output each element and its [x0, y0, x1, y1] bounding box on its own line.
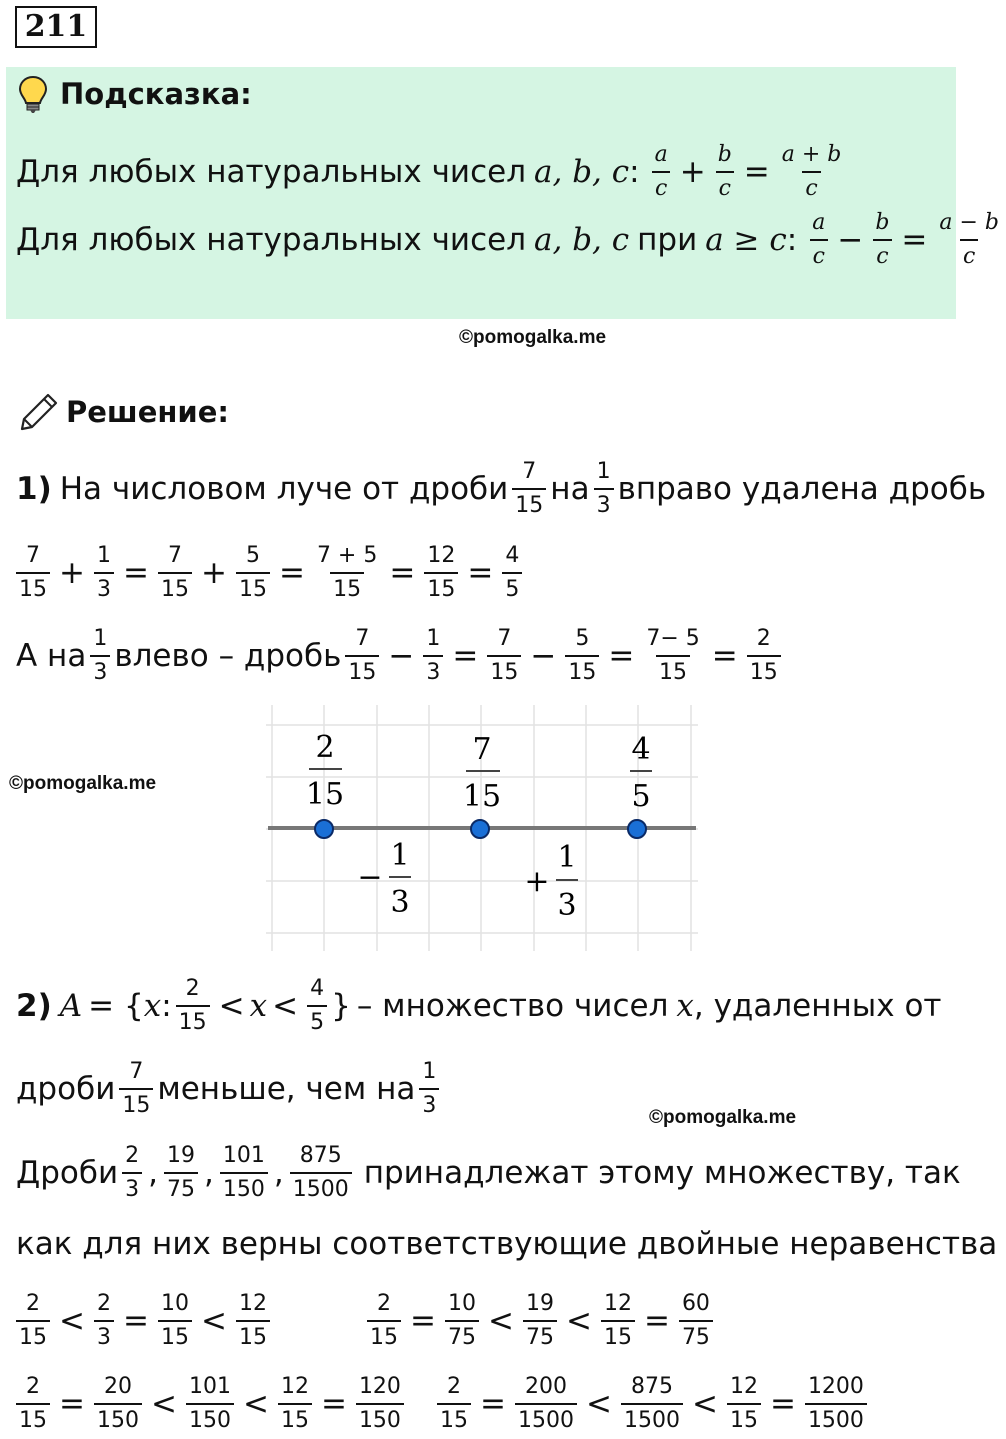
operator: = — [769, 1386, 796, 1422]
watermark: ©pomogalka.me — [649, 1107, 797, 1128]
point-label-den: 5 — [631, 779, 651, 814]
fraction: $\frac{5}{15}$ — [236, 545, 270, 601]
operator: < — [487, 1303, 514, 1339]
fraction: $\frac{875}{1500}$ — [290, 1145, 352, 1201]
fraction: $\frac{2}{15}$ — [176, 978, 210, 1034]
fraction: $\frac{7}{15}$ — [119, 1061, 153, 1117]
members-list — [118, 1145, 356, 1201]
fraction: $\frac{7}{15}$ — [158, 545, 192, 601]
p2-label: 2) — [16, 988, 52, 1024]
fraction: $\frac{12}{15}$ — [236, 1293, 270, 1349]
point-label-den: 15 — [305, 777, 345, 812]
watermark: ©pomogalka.me — [9, 773, 157, 794]
operator: = — [122, 555, 149, 591]
fraction: $\frac{875}{1500}$ — [621, 1376, 683, 1432]
hint-line2-text: Для любых натуральных чисел — [16, 222, 527, 258]
operator: = — [122, 1303, 149, 1339]
calc-right — [12, 541, 526, 605]
inequality-2 — [363, 1289, 717, 1353]
p2-set-definition: 2) A = { x : $\frac{2}{15}$ < x < $\frac{4}{5}$ } – множество чисел x , удаленных от — [16, 976, 942, 1035]
p2-members-line: Дроби $\frac{2}{3}$ , $\frac{19}{75}$ , $\frac{101}{150}$ , $\frac{875}{1500}$ принадлежат этому множеству, так — [16, 1143, 961, 1202]
operator: = — [480, 1386, 506, 1422]
fraction: $\frac{7- 5}{15}$ — [646, 626, 700, 685]
fraction: $\frac{4}{5}$ — [307, 978, 327, 1034]
fraction: $\frac{7}{15}$ — [512, 461, 546, 517]
operator: = — [320, 1386, 347, 1422]
fraction: $\frac{2}{15}$ — [747, 628, 781, 684]
problem-number: 211 — [15, 6, 97, 48]
operator: < — [59, 1303, 85, 1339]
hint-title-row — [16, 74, 252, 114]
step-left-den: 3 — [390, 885, 410, 920]
operator: = — [608, 638, 635, 674]
operator: = — [467, 555, 494, 591]
operator: = — [59, 1386, 85, 1422]
operator: + — [200, 555, 227, 591]
operator: < — [585, 1386, 612, 1422]
operator: − — [388, 638, 415, 674]
calc-left — [341, 628, 784, 684]
fraction: $\frac{1}{3}$ — [94, 545, 114, 601]
fraction: $\frac{10}{15}$ — [158, 1293, 192, 1349]
separator: , — [273, 1155, 284, 1191]
operator: < — [200, 1303, 227, 1339]
operator: = — [643, 1303, 670, 1339]
p1-statement: 1) На числовом луче от дроби $\frac{7}{15}$ на $\frac{1}{3}$ вправо удалена дробь — [16, 459, 987, 518]
p1-left-line: А на $\frac{1}{3}$ влево – дробь $\frac{7}{15}$ − $\frac{1}{3}$ = $\frac{7}{15}$ − $\frac{5}{15}$ = $\frac{7- 5}{15}$ = $\frac{2}{15}$ — [16, 624, 785, 688]
fraction: $\frac{12}{15}$ — [727, 1376, 761, 1432]
fraction: $\frac{10}{75}$ — [445, 1293, 479, 1349]
step-left-sign: − — [357, 860, 383, 895]
fraction: $\frac{19}{75}$ — [523, 1293, 557, 1349]
hint-rule-diff: Для любых натуральных чисел a, b, c при a ≥ c : $\frac{a}{c}$ − $\frac{b}{c}$ = $\frac{a - b}{c}$ — [16, 207, 1006, 273]
separator: , — [204, 1155, 214, 1191]
operator: = — [410, 1303, 436, 1339]
hint-rule-sum: Для любых натуральных чисел a, b, c : $\frac{a}{c}$ + $\frac{b}{c}$ = $\frac{a + b}{c}$ — [16, 139, 848, 205]
pencil-icon — [18, 391, 60, 433]
fraction: $\frac{12}{15}$ — [278, 1376, 312, 1432]
operator: = — [278, 555, 305, 591]
fraction: $\frac{4}{5}$ — [502, 545, 522, 601]
fraction: $\frac{b}{c}$ — [872, 212, 892, 268]
fraction: $\frac{60}{75}$ — [679, 1293, 713, 1349]
fraction: $\frac{7 + 5}{15}$ — [316, 543, 378, 602]
fraction: $\frac{2}{15}$ — [16, 1376, 50, 1432]
hint-line1-text: Для любых натуральных чисел — [16, 154, 527, 190]
point-4-5 — [628, 820, 646, 838]
lightbulb-icon — [16, 74, 50, 114]
step-right-den: 3 — [557, 888, 577, 923]
operator: < — [242, 1386, 269, 1422]
fraction: $\frac{1200}{1500}$ — [805, 1376, 867, 1432]
inequality-1 — [12, 1289, 274, 1353]
fraction: $\frac{7}{15}$ — [487, 628, 521, 684]
point-label-den: 15 — [462, 779, 502, 814]
operator: + — [59, 555, 85, 591]
fraction: $\frac{1}{3}$ — [594, 461, 614, 517]
fraction: $\frac{12}{15}$ — [424, 545, 458, 601]
fraction: $\frac{1}{3}$ — [90, 628, 110, 684]
fraction: $\frac{101}{150}$ — [220, 1145, 268, 1201]
fraction: $\frac{200}{1500}$ — [515, 1376, 577, 1432]
operator: < — [565, 1303, 592, 1339]
operator: = — [389, 555, 416, 591]
fraction: $\frac{2}{15}$ — [437, 1376, 471, 1432]
fraction: $\frac{120}{150}$ — [356, 1376, 404, 1432]
solution-title: Решение: — [66, 395, 230, 429]
fraction: $\frac{a}{c}$ — [652, 144, 671, 200]
point-7-15 — [471, 820, 489, 838]
fraction: $\frac{1}{3}$ — [419, 1061, 439, 1117]
point-label-num: 4 — [631, 732, 651, 767]
operator: = — [452, 638, 479, 674]
fraction: $\frac{1}{3}$ — [423, 628, 443, 684]
fraction: $\frac{2}{3}$ — [94, 1293, 114, 1349]
solution-title-row — [18, 390, 229, 434]
step-right-num: 1 — [557, 840, 577, 875]
p2-line2: дроби $\frac{7}{15}$ меньше, чем на $\frac{1}{3}$ — [16, 1057, 443, 1121]
hint-line2-cond: a ≥ c — [705, 222, 787, 258]
hint-title: Подсказка: — [60, 77, 252, 111]
p2-line4: как для них верны соответствующие двойные неравенства — [16, 1226, 998, 1262]
step-left-num: 1 — [390, 838, 410, 873]
inequality-3 — [12, 1372, 408, 1436]
operator: < — [150, 1386, 177, 1422]
fraction: $\frac{19}{75}$ — [164, 1145, 198, 1201]
fraction: $\frac{7}{15}$ — [16, 545, 50, 601]
fraction: $\frac{b}{c}$ — [715, 144, 735, 200]
fraction: $\frac{101}{150}$ — [186, 1376, 234, 1432]
point-label-num: 2 — [315, 730, 335, 765]
fraction: $\frac{5}{15}$ — [565, 628, 599, 684]
fraction: $\frac{20}{150}$ — [94, 1376, 142, 1432]
operator: = — [711, 638, 738, 674]
fraction: $\frac{2}{15}$ — [16, 1293, 50, 1349]
hint-line1-vars: a, b, c — [534, 154, 630, 190]
step-right-sign: + — [524, 864, 550, 899]
point-2-15 — [315, 820, 333, 838]
fraction: $\frac{12}{15}$ — [601, 1293, 635, 1349]
hint-line2-vars: a, b, c — [534, 222, 630, 258]
separator: , — [148, 1155, 158, 1191]
operator: < — [691, 1386, 718, 1422]
fraction: $\frac{2}{3}$ — [122, 1145, 142, 1201]
inequality-4 — [433, 1372, 871, 1436]
point-label-num: 7 — [472, 732, 492, 767]
operator: − — [530, 638, 557, 674]
p1-label: 1) — [16, 471, 52, 507]
fraction: $\frac{2}{15}$ — [367, 1293, 401, 1349]
fraction: $\frac{7}{15}$ — [345, 628, 379, 684]
number-line-figure — [266, 705, 698, 951]
fraction: $\frac{a - b}{c}$ — [939, 210, 1000, 269]
watermark: ©pomogalka.me — [459, 327, 607, 348]
fraction: $\frac{a}{c}$ — [809, 212, 828, 268]
fraction: $\frac{a + b}{c}$ — [781, 142, 842, 201]
